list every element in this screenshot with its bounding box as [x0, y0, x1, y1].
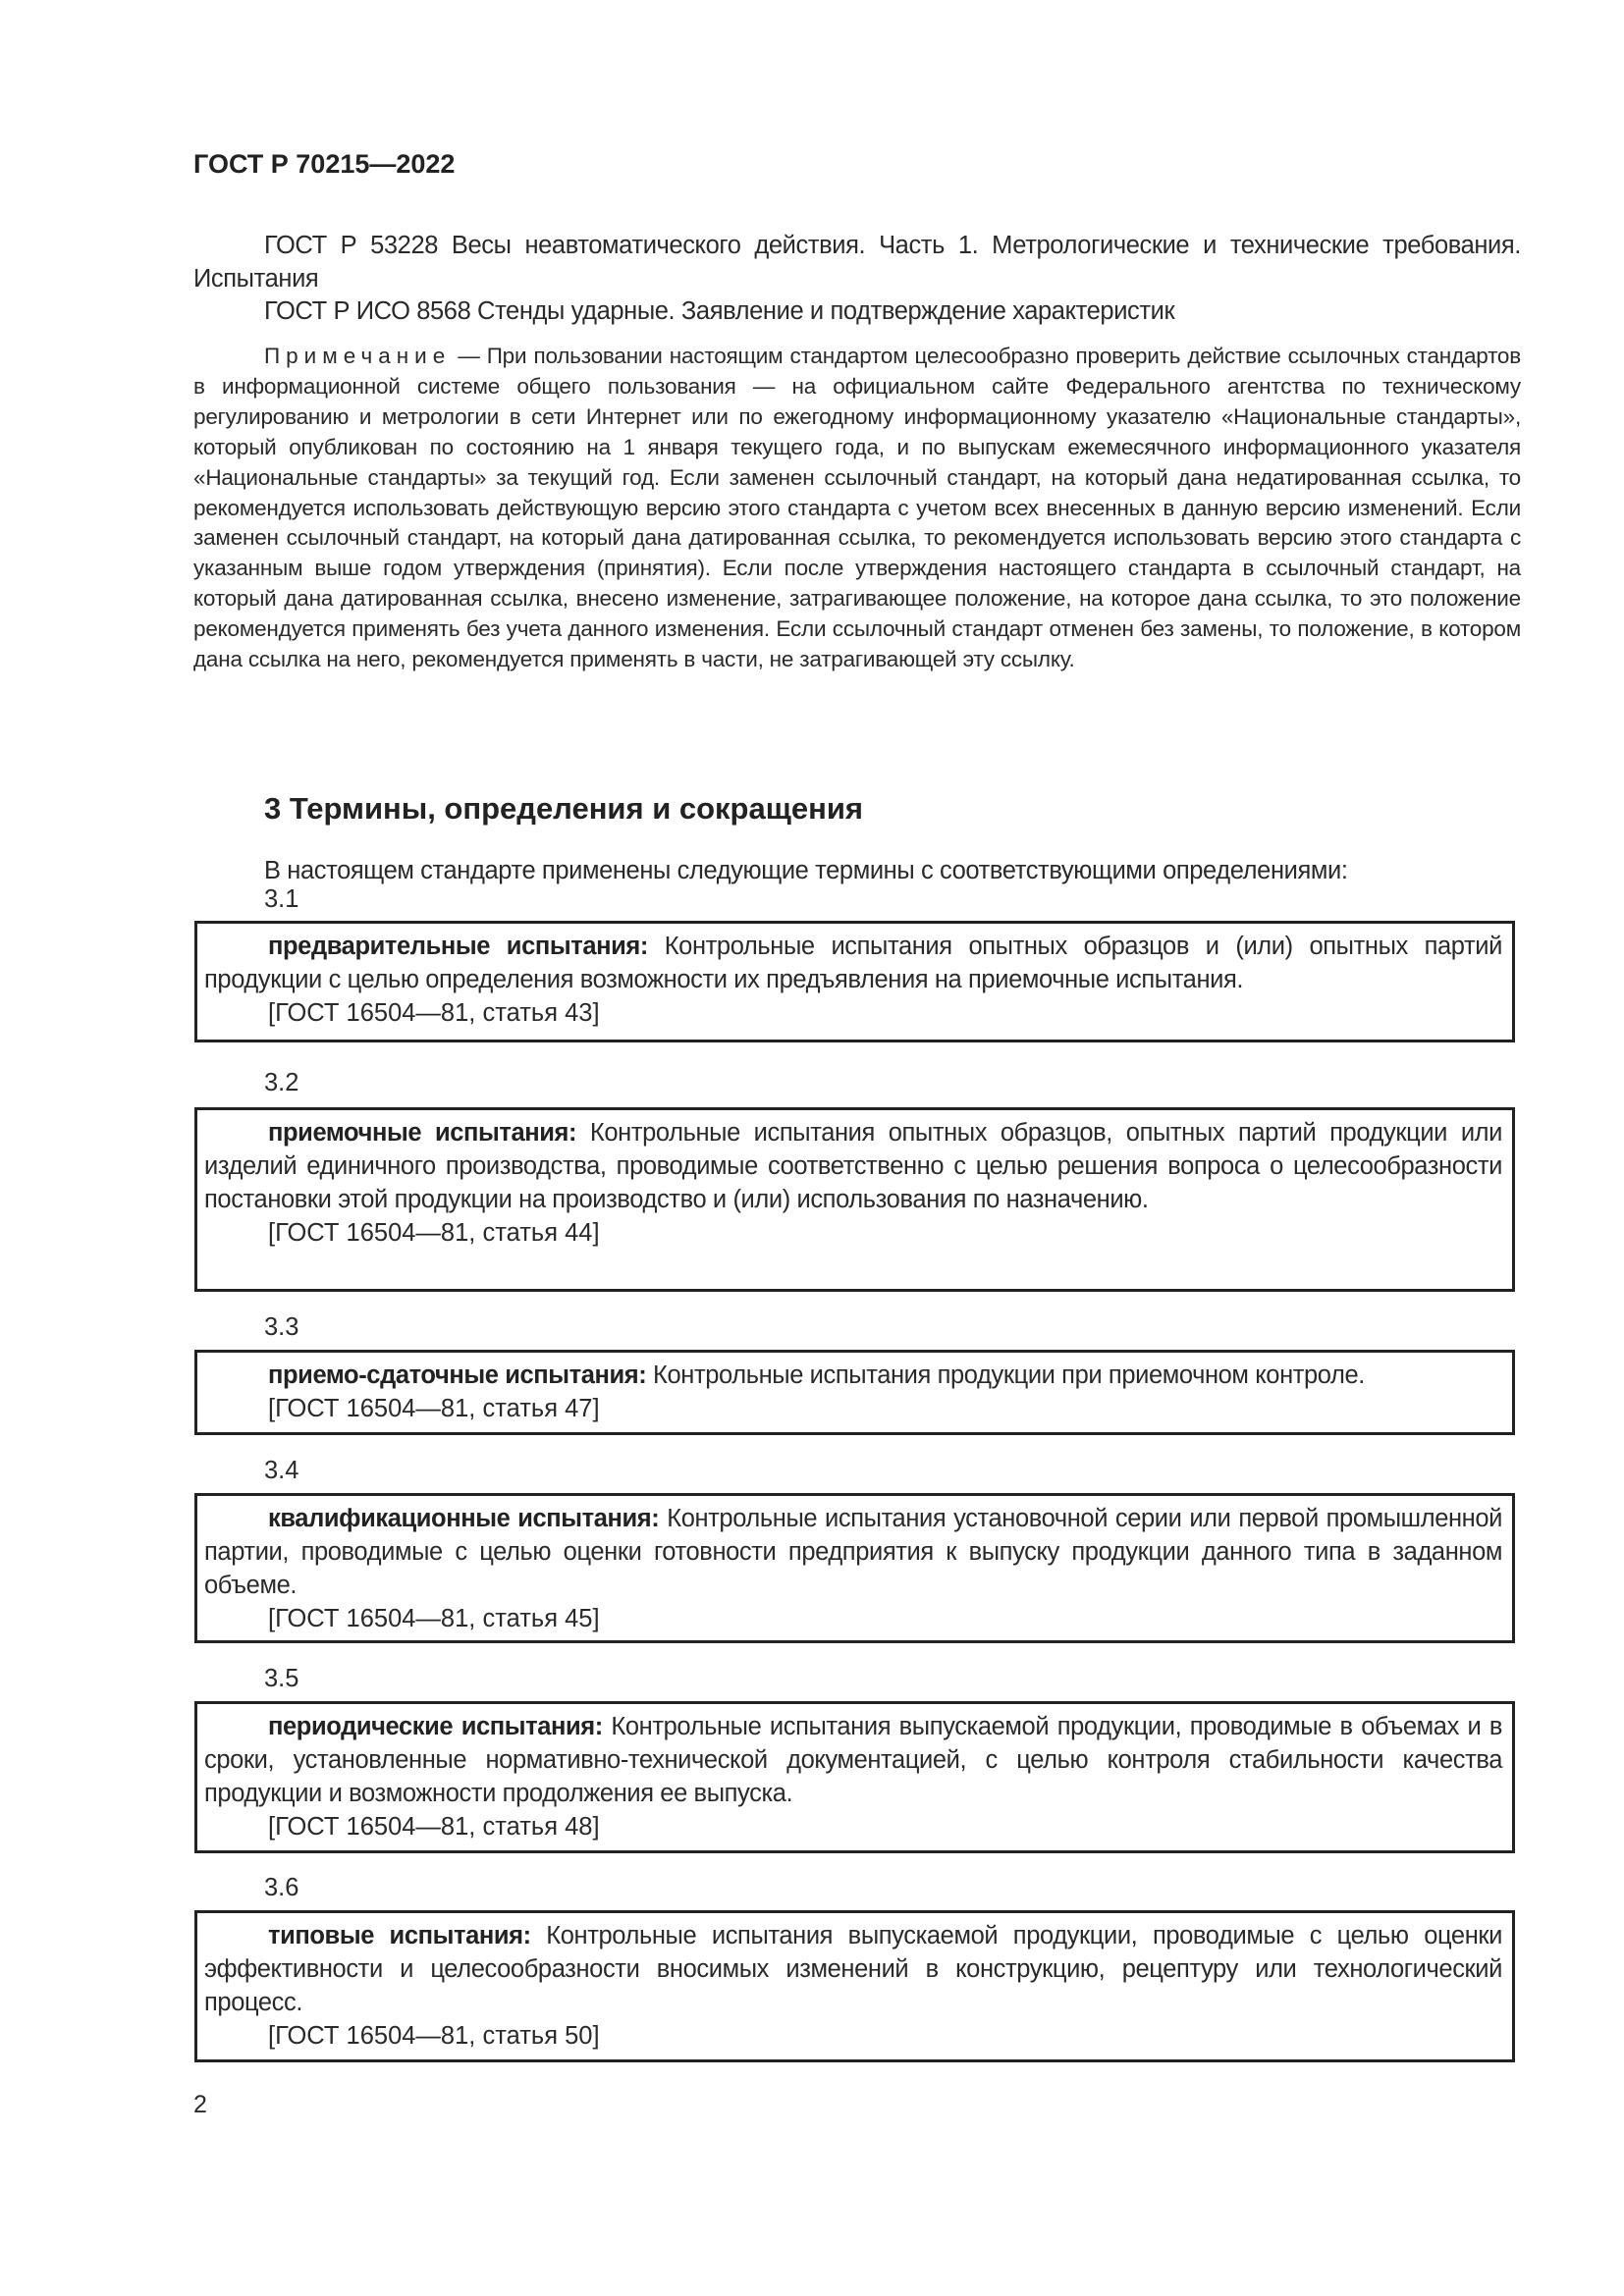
term-number: 3.6 — [264, 1874, 299, 1901]
term-number: 3.5 — [264, 1665, 299, 1692]
note-paragraph — [193, 342, 1521, 675]
term-source: [ГОСТ 16504—81, статья 50] — [268, 2022, 600, 2050]
term-number: 3.2 — [264, 1069, 299, 1096]
term-box — [194, 921, 1515, 1042]
term-name: периодические испытания: — [268, 1713, 603, 1740]
term-number: 3.4 — [264, 1457, 299, 1484]
term-source: [ГОСТ 16504—81, статья 48] — [268, 1813, 600, 1841]
section-title: 3 Термины, определения и сокращения — [264, 791, 863, 826]
term-box — [194, 1910, 1515, 2062]
note-text: — При пользовании настоящим стандартом целесообразно проверить действие ссылочных стандартов в информационной системе общего пользования — на официальном сайте Федерального агентства по техническому регулированию и метрологии в сети Интернет или по ежегодному информационному указателю «Национальные стандарты», который опубликован по состоянию на 1 января текущего года, и по выпускам ежемесячного информационного указателя «Национальные стандарты» за текущий год. Если заменен ссылочный стандарт, на который дана недатированная ссылка, то рекомендуется использовать действующую версию этого стандарта с учетом всех внесенных в данную версию изменений. Если заменен ссылочный стандарт, на который дана датированная ссылка, то рекомендуется использовать версию этого стандарта с указанным выше годом утверждения (принятия). Если после утверждения настоящего стандарта в ссылочный стандарт, на который дана датированная ссылка, внесено изменение, затрагивающее положение, на которое дана ссылка, то это положение рекомендуется применять без учета данного изменения. Если ссылочный стандарт отменен без замены, то положение, в котором дана ссылка на него, рекомендуется применять в части, не затрагивающей эту ссылку. — [193, 344, 1521, 672]
term-source: [ГОСТ 16504—81, статья 43] — [268, 999, 600, 1027]
reference-item: ГОСТ Р 53228 Весы неавтоматического действия. Часть 1. Метрологические и технические требования. Испытания — [193, 232, 1521, 293]
section-intro: В настоящем стандарте применены следующие термины с соответствующими определениями: — [264, 857, 1348, 884]
term-source: [ГОСТ 16504—81, статья 47] — [268, 1395, 600, 1422]
term-definition: Контрольные испытания опытных образцов и (или) опытных партий продукции с целью определения возможности их предъявления на приемочные испытания. — [204, 933, 1502, 993]
term-name: типовые испытания: — [268, 1922, 531, 1949]
term-name: приемо-сдаточные испытания: — [268, 1362, 647, 1389]
term-name: квалификационные испытания: — [268, 1505, 660, 1532]
term-definition: Контрольные испытания продукции при приемочном контроле. — [646, 1362, 1365, 1389]
term-name: предварительные испытания: — [268, 933, 648, 960]
term-box — [194, 1701, 1515, 1853]
term-definition: Контрольные испытания выпускаемой продукции, проводимые в объемах и в сроки, установленные нормативно-технической документацией, с целью контроля стабильности качества продукции и возможности продолжения ее выпуска. — [204, 1713, 1502, 1807]
term-box — [194, 1493, 1515, 1643]
term-source: [ГОСТ 16504—81, статья 44] — [268, 1219, 600, 1247]
reference-item: ГОСТ Р ИСО 8568 Стенды ударные. Заявление и подтверждение характеристик — [264, 297, 1175, 325]
term-number: 3.1 — [264, 885, 299, 913]
term-name: приемочные испытания: — [268, 1119, 577, 1147]
term-box — [194, 1350, 1515, 1435]
term-definition: Контрольные испытания выпускаемой продукции, проводимые с целью оценки эффективности и целесообразности вносимых изменений в конструкцию, рецептуру или технологический процесс. — [204, 1922, 1502, 2016]
term-number: 3.3 — [264, 1313, 299, 1341]
note-label: Примечание — [264, 344, 452, 368]
term-definition: Контрольные испытания опытных образцов, опытных партий продукции или изделий единичного производства, проводимые соответственно с целью решения вопроса о целесообразности постановки этой продукции на производство и (или) использования по назначению. — [204, 1119, 1502, 1213]
term-source: [ГОСТ 16504—81, статья 45] — [268, 1605, 600, 1632]
term-box — [194, 1107, 1515, 1292]
term-definition: Контрольные испытания установочной серии или первой промышленной партии, проводимые с целью оценки готовности предприятия к выпуску продукции данного типа в заданном объеме. — [204, 1505, 1502, 1599]
document-header: ГОСТ Р 70215—2022 — [193, 149, 456, 179]
page-number: 2 — [193, 2091, 207, 2118]
